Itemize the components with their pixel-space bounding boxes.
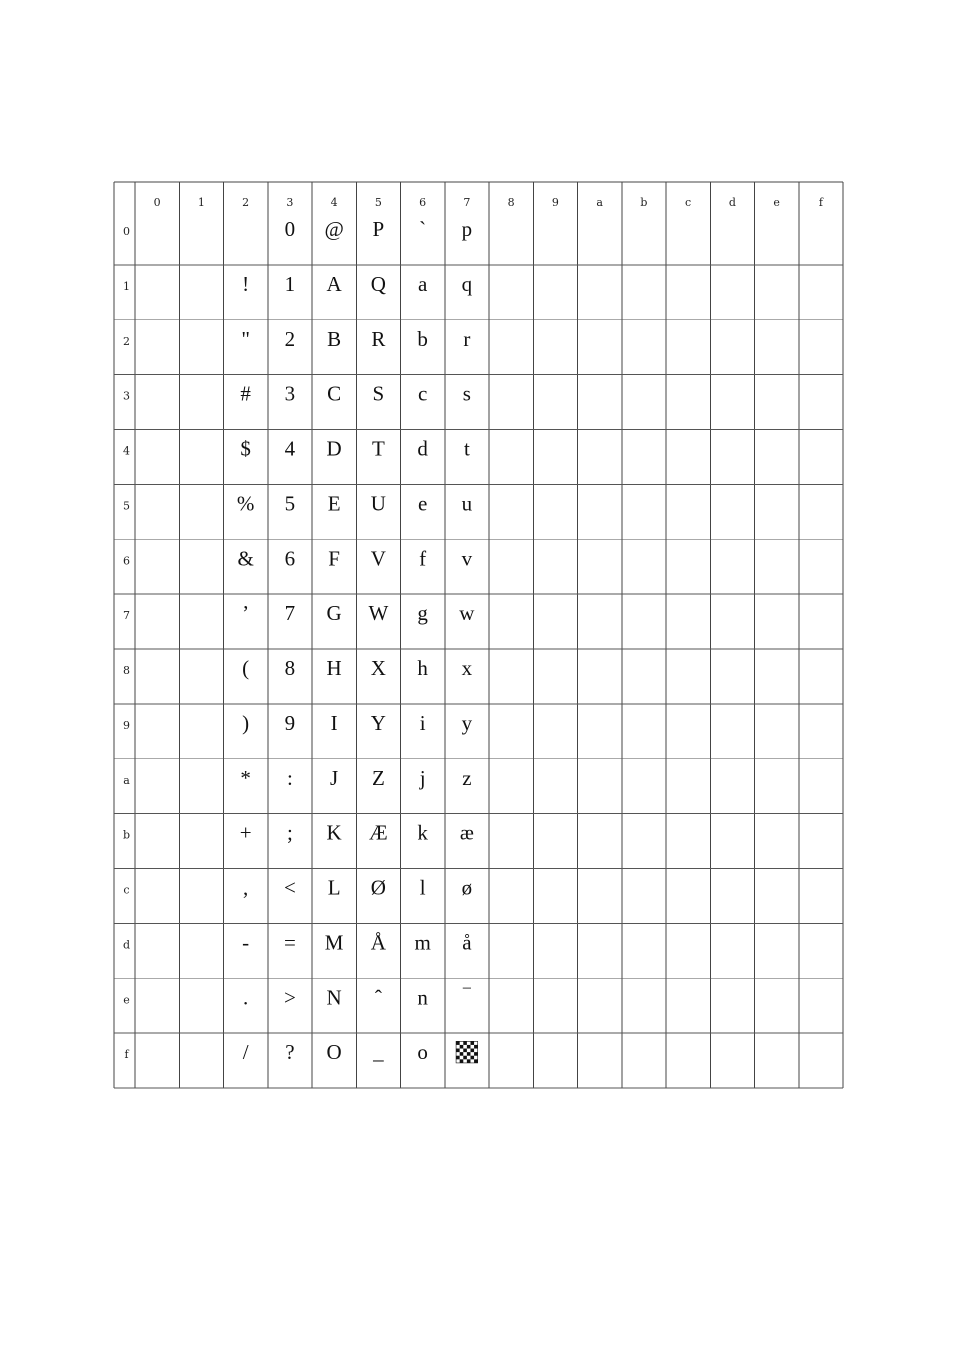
char-cell: j: [419, 765, 426, 790]
char-cell: _: [373, 1040, 384, 1065]
column-header: c: [685, 196, 692, 209]
char-cell: V: [370, 546, 386, 571]
char-cell: b: [417, 326, 428, 351]
char-cell: h: [417, 656, 428, 680]
row-header: 6: [123, 554, 130, 568]
table-grid: [114, 182, 843, 1088]
char-cell: N: [326, 985, 342, 1010]
char-cell: L: [327, 875, 341, 900]
char-cell: ,: [243, 875, 249, 900]
char-cell: t: [463, 436, 470, 461]
char-cell: B: [327, 326, 342, 351]
char-cell: H: [326, 656, 342, 680]
row-header: 8: [123, 664, 130, 677]
char-cell: G: [326, 601, 342, 626]
row-header: 1: [123, 279, 130, 293]
table-cells: [237, 217, 478, 1064]
char-cell: D: [326, 436, 342, 461]
char-cell: W: [368, 601, 389, 626]
column-header: 1: [197, 196, 205, 209]
char-cell: 9: [284, 710, 296, 735]
char-cell: ?: [285, 1040, 295, 1065]
char-cell: s: [462, 381, 471, 406]
char-cell: n: [417, 985, 428, 1010]
char-cell: M: [324, 930, 344, 955]
char-cell: Ø: [370, 875, 386, 900]
char-cell: #: [240, 381, 251, 406]
column-header: f: [818, 196, 823, 209]
column-header: 3: [286, 196, 294, 209]
char-cell: :: [286, 765, 293, 790]
row-header: c: [123, 883, 130, 897]
char-cell: Æ: [369, 820, 388, 845]
column-header: 7: [463, 196, 471, 209]
char-cell: Y: [370, 710, 386, 735]
row-header: e: [123, 993, 130, 1007]
char-cell: y: [461, 710, 473, 735]
char-cell: <: [283, 875, 296, 900]
row-header-column: [123, 225, 130, 1061]
char-cell: .: [243, 985, 249, 1010]
char-cell: ø: [461, 875, 473, 900]
column-header: 8: [507, 196, 515, 209]
char-cell: /: [242, 1040, 249, 1065]
column-header: b: [640, 196, 648, 209]
char-cell: 5: [284, 491, 296, 516]
column-header: 9: [551, 196, 559, 209]
char-cell: 4: [284, 436, 296, 461]
column-header: d: [728, 196, 736, 209]
char-cell: l: [419, 875, 426, 900]
row-header: d: [122, 938, 131, 952]
char-cell: o: [417, 1040, 428, 1065]
char-cell: i: [419, 710, 426, 735]
char-cell: >: [283, 985, 296, 1010]
char-cell: U: [370, 491, 386, 516]
char-cell: p: [461, 217, 473, 241]
column-header: 0: [153, 196, 161, 209]
row-header: 7: [123, 609, 130, 623]
char-cell: e: [417, 491, 428, 516]
char-cell: c: [417, 381, 428, 406]
char-cell: A: [326, 271, 342, 296]
column-header: 6: [419, 196, 427, 209]
char-cell: 0: [284, 217, 296, 241]
char-cell: f: [419, 546, 427, 571]
char-cell: r: [463, 326, 471, 351]
char-cell: Å: [370, 930, 386, 955]
column-header: a: [596, 196, 603, 209]
char-cell: x: [461, 656, 473, 680]
char-cell: *: [240, 765, 251, 790]
char-cell: g: [417, 601, 428, 626]
char-cell: =: [283, 930, 296, 955]
char-cell: %: [236, 491, 255, 516]
char-cell: ’: [242, 601, 250, 626]
char-cell: 7: [284, 601, 296, 626]
char-cell: ‾: [463, 985, 471, 1010]
column-header: e: [773, 196, 780, 209]
char-cell: ;: [286, 820, 293, 845]
row-header: f: [124, 1048, 129, 1062]
char-cell: X: [370, 656, 386, 680]
char-cell: O: [326, 1040, 342, 1065]
char-cell: ˆ: [374, 985, 382, 1010]
char-cell: -: [242, 930, 250, 955]
char-cell: æ: [459, 820, 474, 845]
char-cell: P: [372, 217, 385, 241]
char-cell: å: [462, 930, 472, 955]
char-cell: F: [328, 546, 340, 571]
char-cell: R: [371, 326, 386, 351]
char-cell: q: [461, 271, 473, 296]
char-cell: $: [240, 436, 251, 461]
char-cell: E: [327, 491, 341, 516]
char-cell: J: [330, 765, 339, 790]
row-header: 3: [123, 389, 130, 403]
char-cell: z: [462, 765, 472, 790]
column-header: 2: [242, 196, 250, 209]
row-header: 4: [123, 444, 130, 458]
char-cell: I: [330, 710, 338, 735]
char-cell: Q: [370, 271, 386, 296]
char-cell: ): [242, 710, 250, 735]
char-cell: v: [461, 546, 473, 571]
char-cell: a: [417, 271, 428, 296]
char-cell: +: [239, 820, 252, 845]
row-header: 2: [123, 334, 130, 348]
char-cell: S: [372, 381, 385, 406]
char-cell: 8: [284, 656, 296, 680]
char-cell: ": [241, 326, 250, 351]
char-cell: 3: [284, 381, 296, 406]
column-header: 4: [330, 196, 338, 209]
char-cell: (: [242, 656, 250, 680]
row-header: a: [123, 773, 130, 787]
checkerboard-block-icon: [456, 1041, 478, 1063]
row-header: 5: [123, 499, 130, 513]
char-cell: @: [324, 217, 344, 241]
char-cell: C: [327, 381, 342, 406]
char-cell: `: [419, 217, 427, 241]
char-cell: w: [459, 601, 475, 626]
row-header: 9: [123, 718, 130, 732]
char-cell: k: [417, 820, 428, 845]
char-cell: m: [414, 930, 431, 955]
char-cell: 6: [284, 546, 296, 571]
row-header: 0: [123, 225, 130, 238]
char-cell: &: [237, 546, 254, 571]
column-header: 5: [374, 196, 382, 209]
char-cell: 2: [284, 326, 296, 351]
char-cell: K: [326, 820, 342, 845]
row-header: b: [122, 828, 131, 842]
char-cell: T: [371, 436, 385, 461]
char-cell: u: [461, 491, 473, 516]
char-cell: d: [417, 436, 428, 461]
char-cell: Z: [371, 765, 385, 790]
char-cell: 1: [284, 271, 296, 296]
char-cell: !: [242, 271, 250, 296]
